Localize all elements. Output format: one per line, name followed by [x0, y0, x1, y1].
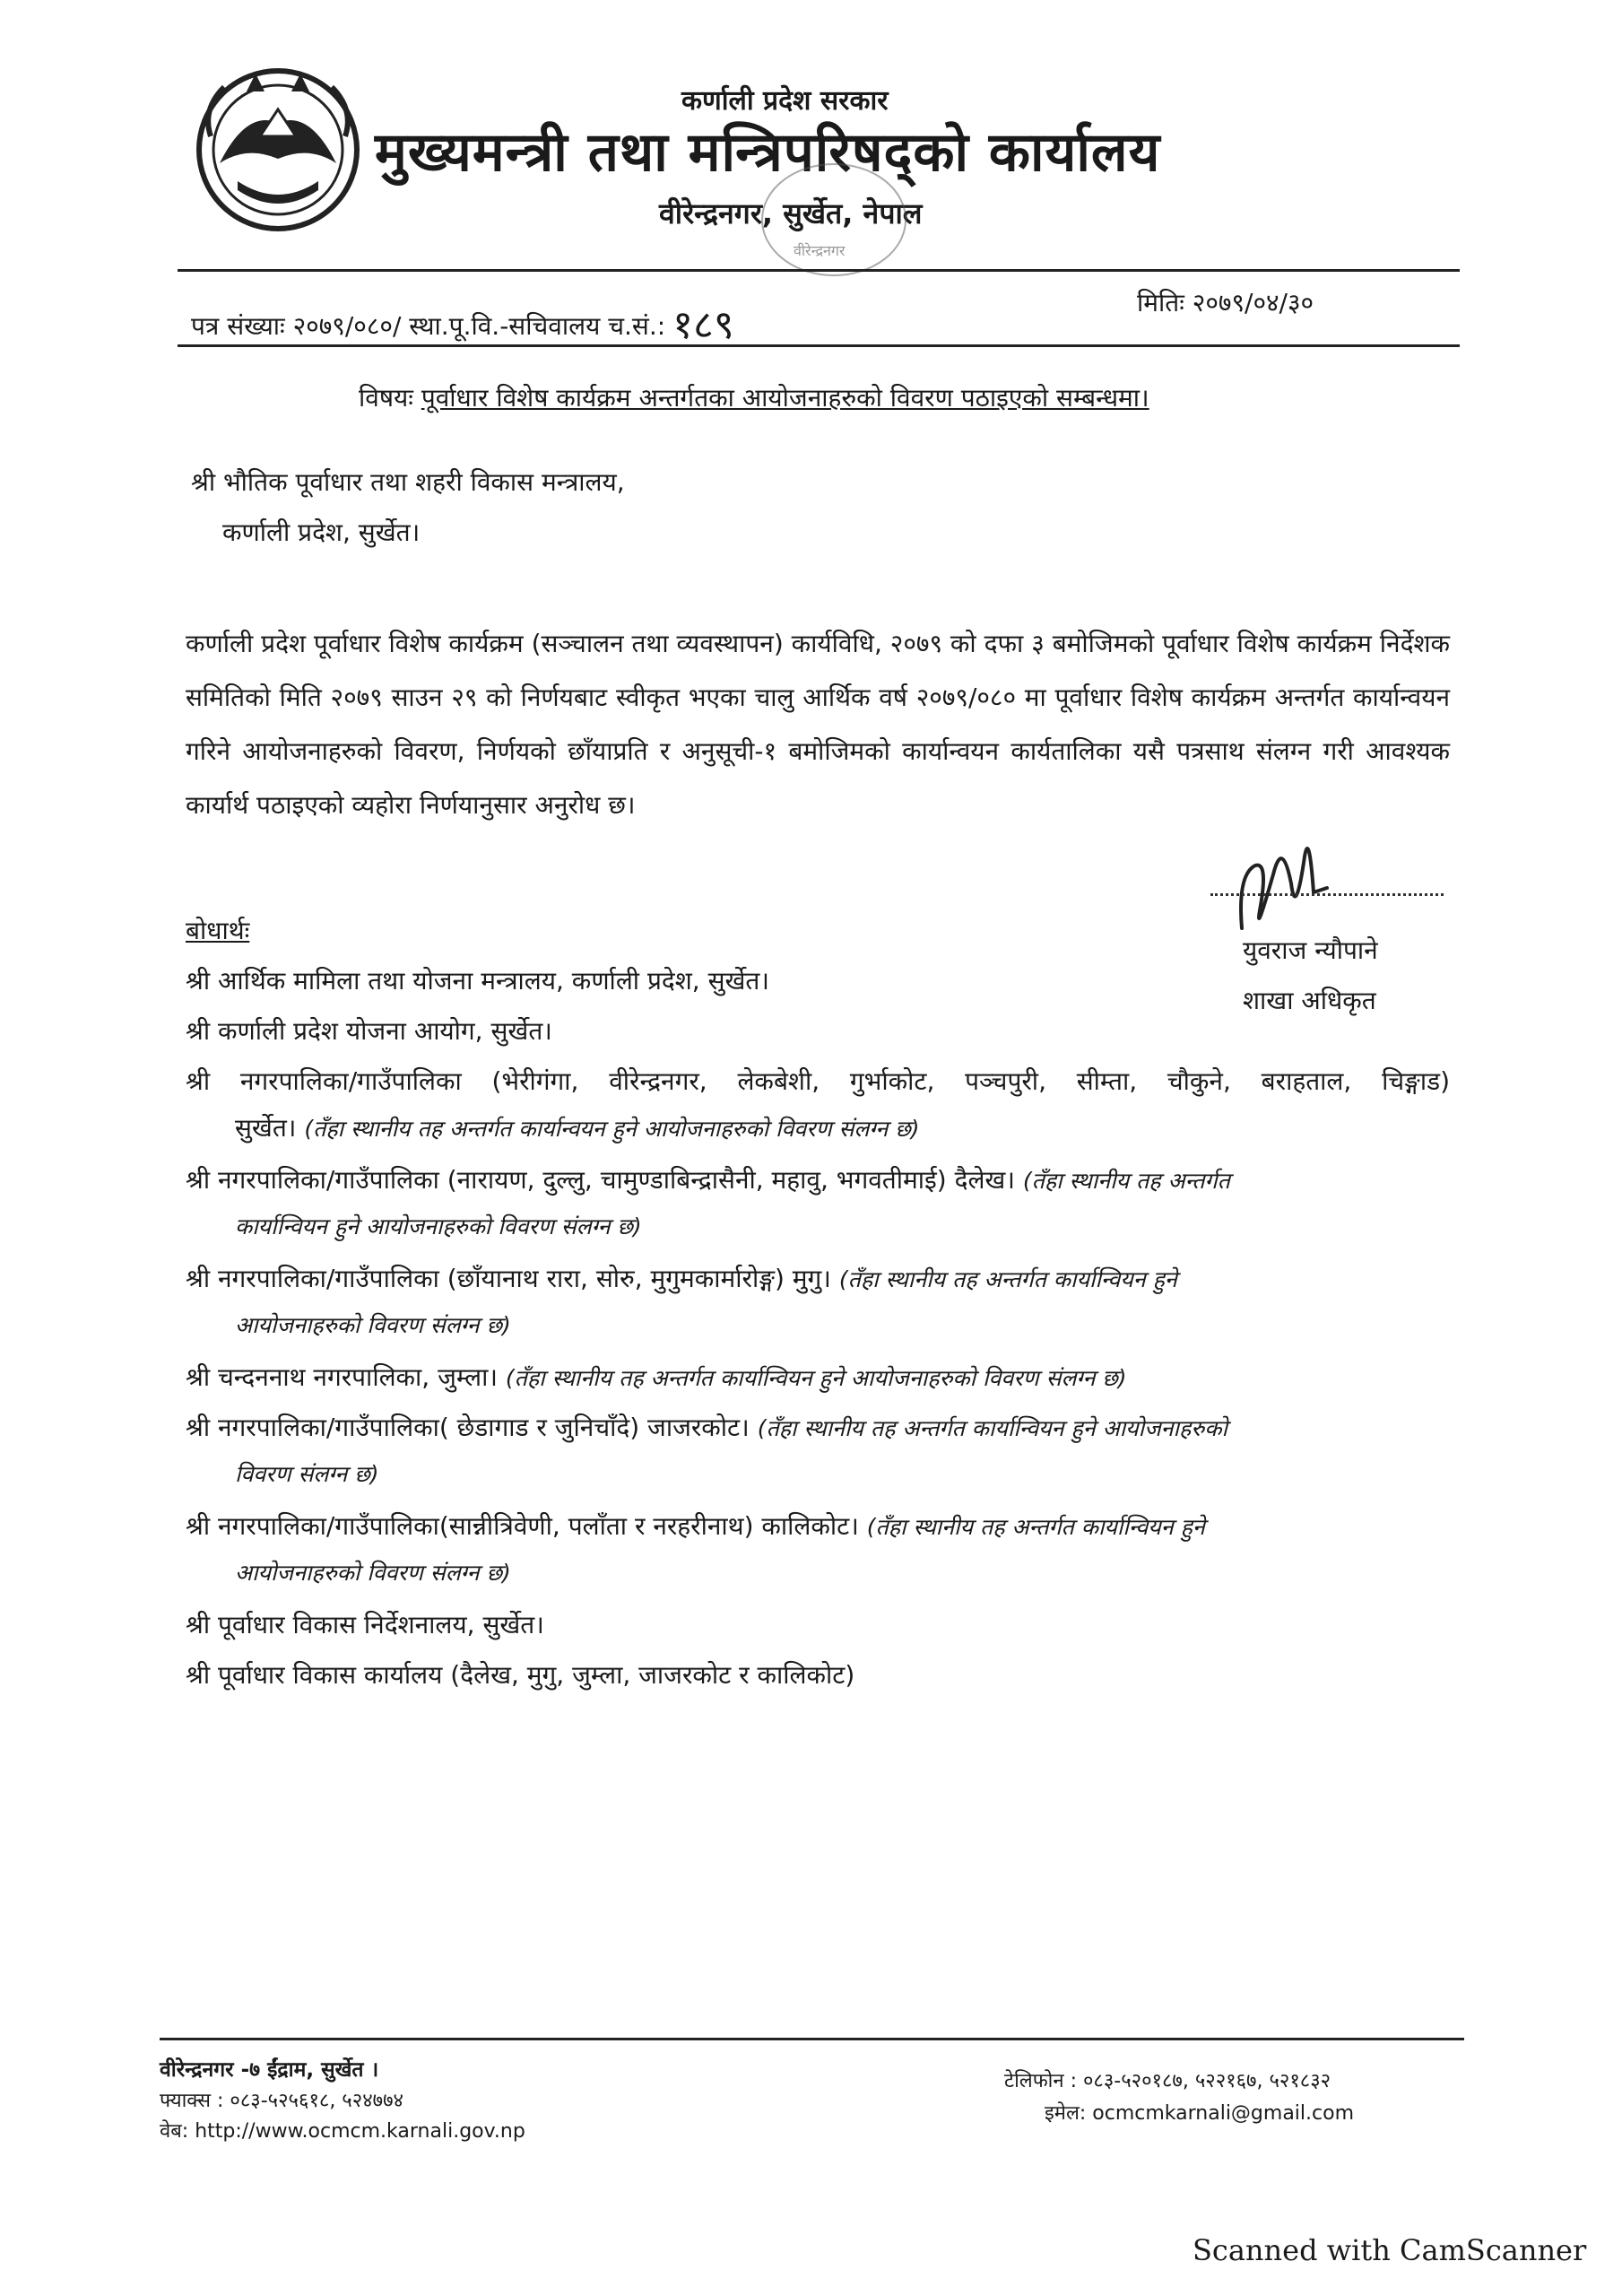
footer-phone: टेलिफोन : ०८३-५२०१८७, ५२२१६७, ५२१८३२ — [1004, 2070, 1331, 2092]
letter-date: मितिः २०७९/०४/३० — [1137, 288, 1314, 317]
office-name: मुख्यमन्त्री तथा मन्त्रिपरिषद्को कार्यालय — [375, 121, 1161, 184]
camscanner-watermark: Scanned with CamScanner — [1193, 2233, 1587, 2267]
cc-item-5-text: श्री नगरपालिका/गाउँपालिका (छाँयानाथ रारा, सोरु, मुगुमकार्मारोङ्ग) मुगु। — [186, 1264, 831, 1293]
cc-item-4-note: (तँहा स्थानीय तह अन्तर्गत — [1022, 1168, 1230, 1194]
handwritten-signature — [1228, 821, 1336, 946]
addressee-line-2: कर्णाली प्रदेश, सुर्खेत। — [222, 517, 421, 547]
office-address: वीरेन्द्रनगर, सुर्खेत, नेपाल — [659, 196, 923, 230]
header-rule — [178, 269, 1460, 272]
office-seal-stamp — [753, 157, 915, 283]
footer-web: वेब: http://www.ocmcm.karnali.gov.np — [160, 2120, 525, 2143]
subject-label: विषयः — [359, 383, 413, 413]
dispatch-number: १८९ — [672, 302, 734, 348]
cc-item-6 — [186, 1360, 1127, 1394]
cc-item-3-district: सुर्खेत। — [235, 1113, 297, 1143]
cc-item-8 — [186, 1509, 1205, 1543]
footer-rule — [160, 2038, 1464, 2040]
subject-line — [359, 380, 1149, 414]
cc-item-4 — [186, 1162, 1230, 1196]
cc-item-7-text: श्री नगरपालिका/गाउँपालिका( छेडागाड र जुनिचाँदे) जाजरकोट। — [186, 1413, 750, 1442]
reference-line — [191, 296, 734, 350]
cc-item-4-cont — [235, 1211, 642, 1241]
cc-item-5-note: (तँहा स्थानीय तह अन्तर्गत कार्यान्वियन हुने — [838, 1266, 1177, 1292]
cc-item-1: श्री आर्थिक मामिला तथा योजना मन्त्रालय, कर्णाली प्रदेश, सुर्खेत। — [186, 966, 769, 996]
addressee-line-1: श्री भौतिक पूर्वाधार तथा शहरी विकास मन्त्रालय, — [191, 467, 625, 497]
letter-number: पत्र संख्याः २०७९/०८०/ स्था.पू.वि.-सचिवालय च.सं.: — [191, 311, 666, 341]
cc-item-7-cont — [235, 1458, 379, 1489]
cc-item-3-cont — [235, 1110, 920, 1144]
cc-item-5-note-cont: आयोजनाहरुको विवरण संलग्न छ) — [235, 1312, 511, 1338]
cc-item-8-note: (तँहा स्थानीय तह अन्तर्गत कार्यान्वियन हुने — [866, 1514, 1205, 1540]
cc-item-10: श्री पूर्वाधार विकास कार्यालय (दैलेख, मुगु, जुम्ला, जाजरकोट र कालिकोट) — [186, 1660, 855, 1690]
footer-email: इमेल: ocmcmkarnali@gmail.com — [1045, 2102, 1355, 2125]
signer-name: युवराज न्यौपाने — [1243, 935, 1378, 965]
cc-item-4-note-cont: कार्यान्वियन हुने आयोजनाहरुको विवरण संलग्न छ) — [235, 1213, 642, 1239]
cc-label: बोधार्थः — [186, 916, 250, 945]
svg-text:वीरेन्द्रनगर: वीरेन्द्रनगर — [794, 242, 846, 259]
cc-item-8-note-cont: आयोजनाहरुको विवरण संलग्न छ) — [235, 1560, 511, 1586]
cc-item-3: श्री नगरपालिका/गाउँपालिका (भेरीगंगा, वीरेन्द्रनगर, लेकबेशी, गुर्भाकोट, पञ्चपुरी, सीम्ता, चौकुने, बराहताल, चिङ्गाड) — [186, 1066, 1450, 1096]
cc-item-7 — [186, 1410, 1227, 1444]
karnali-emblem-icon — [184, 56, 372, 235]
cc-item-4-text: श्री नगरपालिका/गाउँपालिका (नारायण, दुल्लु, चामुण्डाबिन्द्रासैनी, महावु, भगवतीमाई) दैलेख। — [186, 1165, 1015, 1195]
government-name: कर्णाली प्रदेश सरकार — [681, 85, 889, 117]
cc-item-2: श्री कर्णाली प्रदेश योजना आयोग, सुर्खेत। — [186, 1016, 552, 1046]
cc-item-5-cont — [235, 1309, 511, 1340]
cc-item-6-note: (तँहा स्थानीय तह अन्तर्गत कार्यान्वियन हुने आयोजनाहरुको विवरण संलग्न छ) — [505, 1365, 1127, 1391]
cc-item-5 — [186, 1261, 1177, 1295]
cc-item-7-note: (तँहा स्थानीय तह अन्तर्गत कार्यान्वियन हुने आयोजनाहरुको — [757, 1415, 1227, 1441]
cc-item-8-text: श्री नगरपालिका/गाउँपालिका(सान्नीत्रिवेणी, पलाँता र नरहरीनाथ) कालिकोट। — [186, 1511, 859, 1541]
reference-rule — [178, 344, 1460, 347]
cc-item-7-note-cont: विवरण संलग्न छ) — [235, 1461, 379, 1487]
body-paragraph: कर्णाली प्रदेश पूर्वाधार विशेष कार्यक्रम (सञ्चालन तथा व्यवस्थापन) कार्यविधि, २०७९ को दफा ३ बमोजिमको पूर्वाधार विशेष कार्यक्रम निर्देशक समितिको मिति २०७९ साउन २९ को निर्णयबाट स्वीकृत भएका चालु आर्थिक वर्ष २०७९/०८० मा पूर्वाधार विशेष कार्यक्रम अन्तर्गत कार्यान्वयन गरिने आयोजनाहरुको विवरण, निर्णयको छाँयाप्रति र अनुसूची-१ बमोजिमको कार्यान्वयन कार्यतालिका यसै पत्रसाथ संलग्न गरी आवश्यक कार्यार्थ पठाइएको व्यहोरा निर्णयानुसार अनुरोध छ। — [186, 629, 1450, 820]
cc-item-3-note: (तँहा स्थानीय तह अन्तर्गत कार्यान्वयन हुने आयोजनाहरुको विवरण संलग्न छ) — [304, 1116, 920, 1142]
cc-item-8-cont — [235, 1557, 511, 1587]
footer-fax: फ्याक्स : ०८३-५२५६१८, ५२४७७४ — [160, 2090, 403, 2112]
subject-text: पूर्वाधार विशेष कार्यक्रम अन्तर्गतका आयोजनाहरुको विवरण पठाइएको सम्बन्धमा। — [421, 383, 1149, 413]
cc-item-9: श्री पूर्वाधार विकास निर्देशनालय, सुर्खेत। — [186, 1610, 544, 1639]
footer-address: वीरेन्द्रनगर -७ ईंद्राम, सुर्खेत । — [160, 2058, 379, 2082]
signer-title: शाखा अधिकृत — [1243, 986, 1376, 1015]
cc-item-6-text: श्री चन्दननाथ नगरपालिका, जुम्ला। — [186, 1362, 498, 1392]
signature-line — [1210, 893, 1444, 896]
